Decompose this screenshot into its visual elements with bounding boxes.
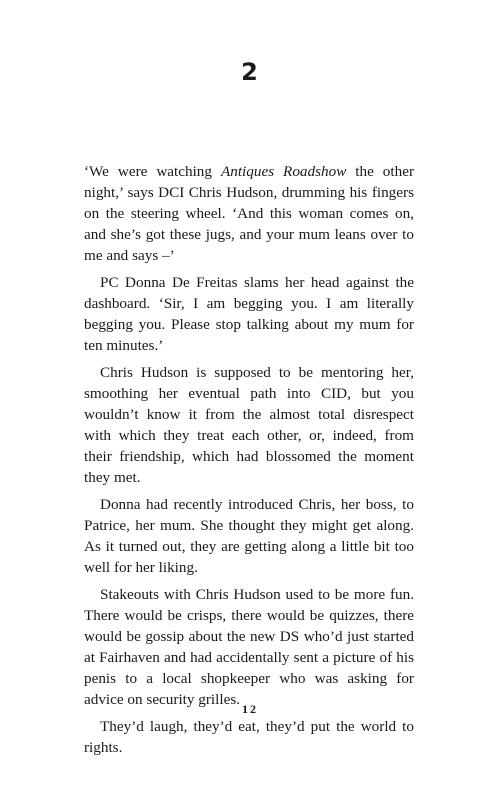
paragraph-1-text-start: ‘We were watching [84, 163, 221, 180]
book-title-italic: Antiques Roadshow [220, 163, 347, 180]
paragraph-1-text-end: the other night,’ says DCI Chris Hudson, drumming his fingers on the steering wheel. ‘And this woman comes on, and she’s got these jugs, and your mum leans over to me and says –’ [84, 163, 415, 265]
paragraph-5: Stakeouts with Chris Hudson used to be more fun. There would be crisps, there would be quizzes, there would be gossip about the new DS who’d just started at Fairhaven and had accidentally sent a picture of his penis to a local shopkeeper who was asking for advice on security grilles. [84, 585, 414, 709]
paragraph-6: They’d laugh, they’d eat, they’d put the world to rights. [84, 717, 414, 756]
page-number: 12 [242, 702, 258, 716]
paragraph-2: PC Donna De Freitas slams her head against the dashboard. ‘Sir, I am begging you. I am literally begging you. Please stop talking about my mum for ten minutes.’ [84, 273, 414, 355]
chapter-number: 2 [241, 58, 259, 86]
paragraph-4: Donna had recently introduced Chris, her boss, to Patrice, her mum. She thought they might get along. As it turned out, they are getting along a little bit too well for her liking. [84, 495, 414, 577]
paragraph-1 [84, 161, 414, 266]
paragraph-3: Chris Hudson is supposed to be mentoring her, smoothing her eventual path into CID, but you wouldn’t know it from the almost total disrespect with which they treat each other, or, indeed, from their friendship, which had blossomed the moment they met. [84, 363, 414, 487]
body-text [84, 161, 414, 758]
